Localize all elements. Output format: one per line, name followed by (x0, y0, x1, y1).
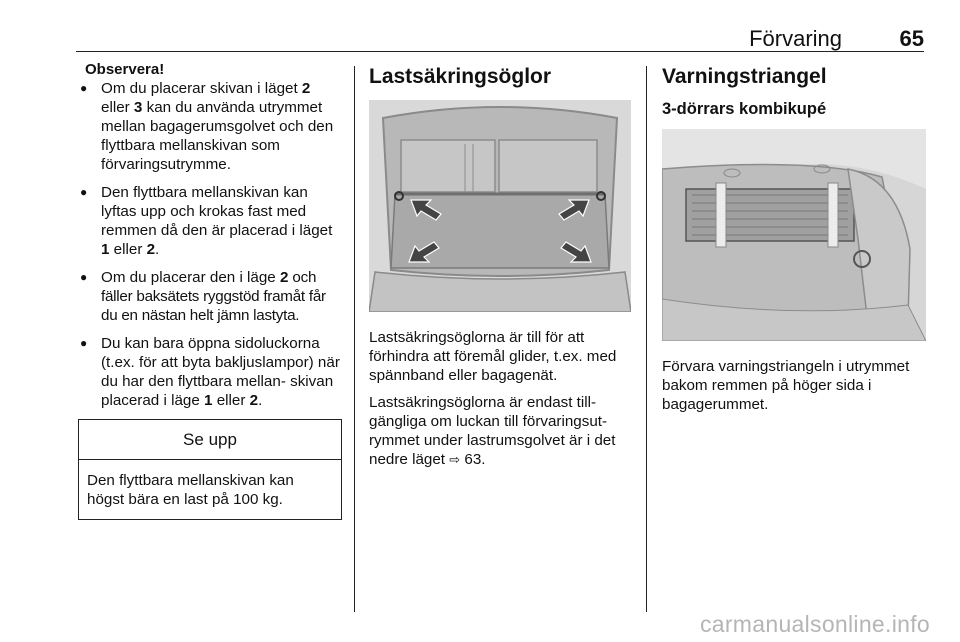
header-section-title: Förvaring (749, 26, 842, 51)
note-bullet-list (78, 79, 342, 410)
list-item: ● Du kan bara öppna sidoluckorna (t.ex. för att byta bakljuslampor) när du har den flyttbara mellan- skivan placerad i läge 1 eller 2. (78, 334, 342, 410)
page-reference-icon: ⇨ (449, 452, 461, 467)
paragraph-purpose: Lastsäkringsöglorna är till för att förhindra att föremål glider, t.ex. med spännband eller bagagenät. (369, 329, 617, 384)
lashing-eyes-figure (369, 100, 631, 312)
caution-title: Se upp (79, 420, 341, 460)
header-page-number: 65 (899, 26, 924, 51)
column-middle (369, 60, 633, 477)
list-item: ● Om du placerar skivan i läget 2 eller 3 kan du använda utrymmet mellan bagagerumsgolvet och den flyttbara mellanskivan som förvaringsutrymme. (78, 79, 342, 174)
column-divider-2 (646, 66, 647, 612)
list-item: ● Om du placerar den i läge 2 och fäller baksätets ryggstöd framåt får du en nästan helt jämn lastyta. (78, 268, 342, 325)
note-heading: Observera! (85, 61, 165, 78)
column-left (78, 60, 342, 520)
caution-box (78, 419, 342, 520)
paragraph-availability: Lastsäkringsöglorna är endast till- gängliga om luckan till förvaringsut- rymmet under lastrumsgolvet är i det nedre läget ⇨ 63. (369, 394, 616, 468)
watermark: carmanualsonline.info (699, 611, 930, 637)
paragraph-storage: Förvara varningstriangeln i utrymmet bakom remmen på höger sida i bagagerummet. (662, 358, 910, 413)
section-title-lashing-eyes: Lastsäkringsöglor (369, 65, 552, 88)
caution-text: Den flyttbara mellanskivan kan högst bära en last på 100 kg. (87, 472, 294, 508)
section-title-warning-triangle: Varningstriangel (662, 65, 827, 88)
list-item: ● Den flyttbara mellanskivan kan lyftas upp och krokas fast med remmen då den är placerad i läget 1 eller 2. (78, 183, 342, 259)
header-rule (76, 51, 924, 52)
column-divider-1 (354, 66, 355, 612)
warning-triangle-storage-figure (662, 129, 926, 341)
subsection-title: 3-dörrars kombikupé (662, 100, 827, 118)
column-right (662, 60, 928, 422)
